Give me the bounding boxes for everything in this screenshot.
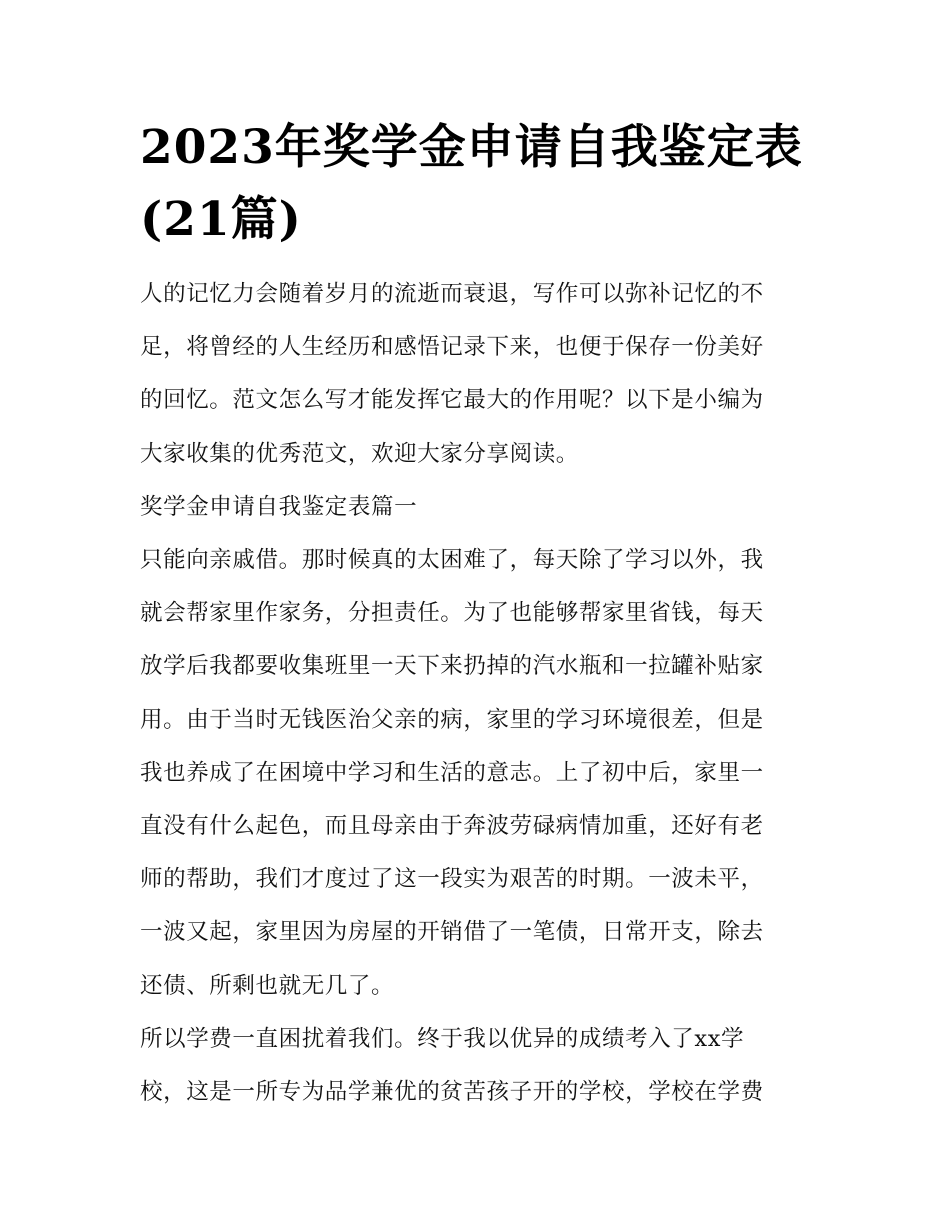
body-paragraph-1 <box>140 534 820 1013</box>
paragraph-line: 放学后我都要收集班里一天下来扔掉的汽水瓶和一拉罐补贴家 <box>140 653 764 680</box>
section-heading: 奖学金申请自我鉴定表篇一 <box>140 493 418 520</box>
intro-line: 人的记忆力会随着岁月的流逝而衰退，写作可以弥补记忆的不 <box>140 281 764 307</box>
paragraph-line: 我也养成了在困境中学习和生活的意志。上了初中后，家里一 <box>140 759 764 786</box>
paragraph-line: 就会帮家里作家务，分担责任。为了也能够帮家里省钱，每天 <box>140 600 764 627</box>
document-body <box>140 268 820 1119</box>
intro-line: 足，将曾经的人生经历和感悟记录下来，也便于保存一份美好 <box>140 334 764 361</box>
document-title <box>140 112 820 256</box>
paragraph-line: 所以学费一直困扰着我们。终于我以优异的成绩考入了xx学 <box>140 1025 745 1052</box>
intro-line: 大家收集的优秀范文，欢迎大家分享阅读。 <box>140 440 579 467</box>
title-line-1: 2023年奖学金申请自我鉴定表 <box>140 120 803 175</box>
intro-line: 的回忆。范文怎么写才能发挥它最大的作用呢？以下是小编为 <box>140 387 764 414</box>
paragraph-line: 只能向亲戚借。那时候真的太困难了，每天除了学习以外，我 <box>140 547 764 574</box>
paragraph-line: 直没有什么起色，而且母亲由于奔波劳碌病情加重，还好有老 <box>140 813 764 840</box>
intro-paragraph <box>140 268 820 481</box>
paragraph-line: 还债、所剩也就无几了。 <box>140 972 395 999</box>
paragraph-line: 一波又起，家里因为房屋的开销借了一笔债，日常开支，除去 <box>140 919 764 946</box>
body-paragraph-2 <box>140 1013 820 1119</box>
paragraph-line: 校，这是一所专为品学兼优的贫苦孩子开的学校，学校在学费 <box>140 1079 764 1106</box>
paragraph-line: 用。由于当时无钱医治父亲的病，家里的学习环境很差，但是 <box>140 706 764 733</box>
paragraph-line: 师的帮助，我们才度过了这一段实为艰苦的时期。一波未平， <box>140 866 764 893</box>
document-content <box>140 112 820 1119</box>
title-line-2: (21篇) <box>140 192 302 247</box>
